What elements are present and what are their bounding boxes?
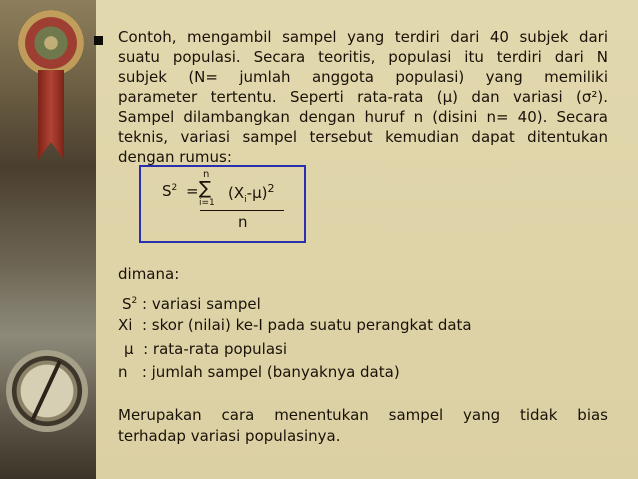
- intro-line-2: suatu populasi. Secara teoritis, populasi itu terdiri dari N: [118, 48, 608, 66]
- formula-numerator: $(X_i-\mu)^2$: [228, 182, 275, 205]
- formula-equals: =: [186, 182, 199, 200]
- sigma-symbol: ∑: [199, 178, 212, 199]
- definition-item-sample-size: n : jumlah sampel (banyaknya data): [118, 363, 400, 381]
- definitions-heading: dimana:: [118, 265, 180, 283]
- definition-item-mean: µ : rata-rata populasi: [124, 340, 288, 358]
- sum-upper-limit: n: [203, 169, 210, 180]
- intro-line-5: Sampel dilambangkan dengan huruf n (disini n= 40). Secara: [118, 108, 608, 126]
- intro-line-3: subjek (N= jumlah anggota populasi) yang memiliki: [118, 68, 608, 86]
- medal-ribbon-image: [38, 70, 64, 160]
- sum-lower-limit: i=1: [199, 198, 215, 208]
- formula-lhs: $S^2$: [162, 182, 178, 200]
- intro-paragraph: [118, 27, 608, 167]
- intro-line-7: dengan rumus:: [118, 148, 232, 166]
- outro-line-1: Merupakan cara menentukan sampel yang tidak bias: [118, 406, 608, 424]
- medal-rosette-image: [18, 10, 84, 76]
- formula-denominator: n: [238, 213, 248, 231]
- outro-line-2: terhadap variasi populasinya.: [118, 427, 341, 445]
- decorative-photo-strip: [0, 0, 96, 479]
- intro-line-1: Contoh, mengambil sampel yang terdiri dari 40 subjek dari: [118, 28, 608, 46]
- fraction-bar: [200, 210, 284, 211]
- definition-item-variance: $S^2$ : variasi sampel: [122, 295, 261, 313]
- outro-paragraph: [118, 405, 608, 447]
- formula-box: [139, 165, 306, 243]
- intro-line-4: parameter tertentu. Seperti rata-rata (µ) dan variasi (σ²).: [118, 88, 608, 106]
- bullet-icon: [94, 36, 103, 45]
- intro-line-6: teknis, variasi sampel tersebut kemudian dapat ditentukan: [118, 128, 608, 146]
- definition-item-score: Xi : skor (nilai) ke-I pada suatu perangkat data: [118, 316, 472, 334]
